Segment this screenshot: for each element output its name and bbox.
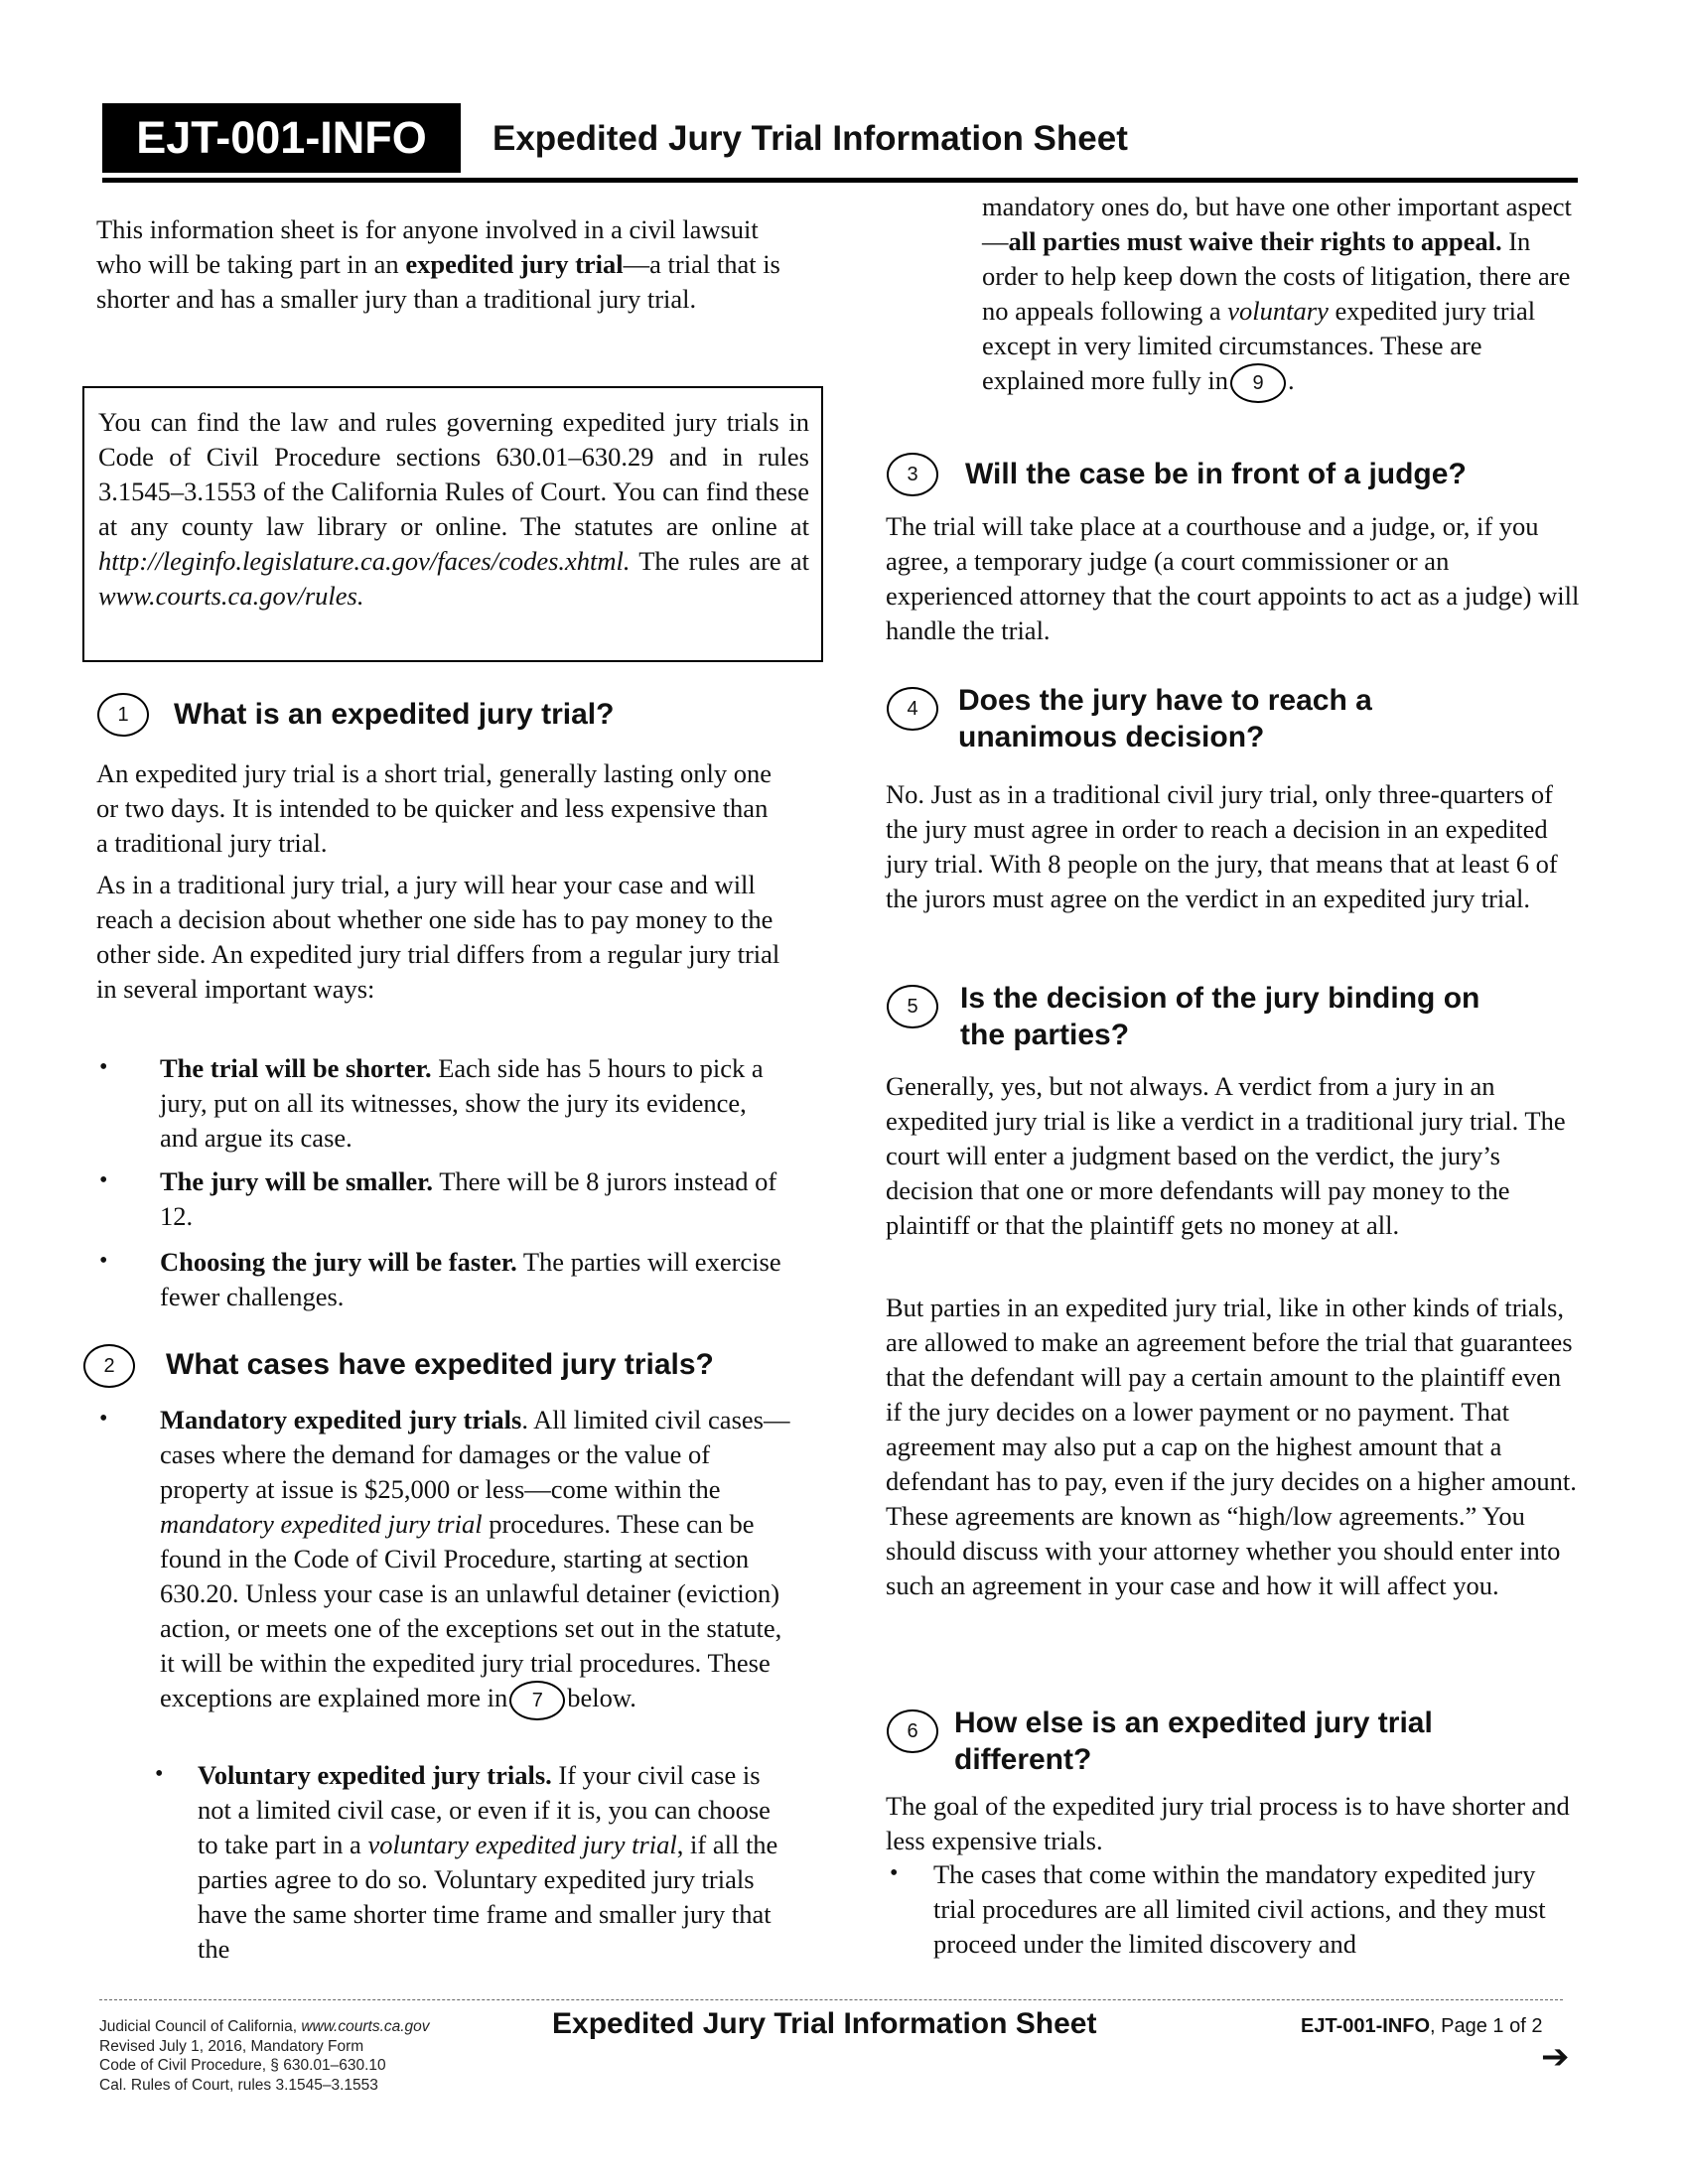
text-run: You can find the law and rules governing expedited jury trials in Code of Civil Procedure sections 630.01–630.29 and in rules 3.1545–3.1553 of the California Rules of Court. You can find these at any county law library or online. The statutes are online at (98, 407, 809, 541)
s2-bullet-mandatory (160, 1403, 795, 1720)
section-number-2: 2 (83, 1344, 135, 1388)
section-number-4: 4 (887, 687, 938, 731)
text-run: below. (567, 1683, 636, 1713)
s6-bullet-1 (933, 1857, 1579, 1962)
law-reference-box (82, 386, 823, 662)
text-run: —a trial that is shorter and has a smaller jury than a traditional jury trial. (96, 249, 780, 314)
text-run: If your civil case is not a limited civil case, or even if it is, you can choose to take part in a (198, 1760, 771, 1859)
s1-paragraph-1 (96, 756, 781, 861)
bullet: • (155, 1761, 164, 1787)
s1-paragraph-2 (96, 868, 781, 1007)
bullet: • (99, 1167, 108, 1193)
section-heading-1: What is an expedited jury trial? (174, 698, 615, 731)
text-run: But parties in an expedited jury trial, like in other kinds of trials, are allowed to make an agreement before the trial that guarantees that the defendant will pay a certain amount to the plaintiff even if the jury decides on a lower payment or no payment. That agreement may also put a cap on the highest amount that a defendant has to pay, even if the jury decides on a higher amount. These agreements are known as “high/low agreements.” You should discuss with your attorney whether you should enter into such an agreement in your case and how it will affect you. (886, 1293, 1577, 1600)
text-run: . All limited civil cases—cases where the demand for damages or the value of property at issue is $25,000 or less—come within the (160, 1405, 790, 1504)
text-run: , if all the parties agree to do so. Voluntary expedited jury trials have the same shorter time frame and smaller jury that the (198, 1830, 778, 1964)
section-reference-circle: 7 (509, 1681, 565, 1720)
italic-text: voluntary (1227, 296, 1329, 326)
text-run: Generally, yes, but not always. A verdict from a jury in an expedited jury trial is like a verdict in a traditional jury trial. The court will enter a judgment based on the verdict, the jury’s decision that one or more defendants will pay money to the plaintiff or that the plaintiff gets no money at all. (886, 1071, 1566, 1240)
italic-text: mandatory expedited jury trial (160, 1509, 483, 1539)
s1-bullet-2 (160, 1164, 785, 1234)
text-run: An expedited jury trial is a short trial, generally lasting only one or two days. It is intended to be quicker and less expensive than a traditional jury trial. (96, 758, 772, 858)
text-run: Each side has 5 hours to pick a jury, put on all its witnesses, show the jury its evidence, and argue its case. (160, 1053, 764, 1153)
s5-paragraph-2 (886, 1291, 1581, 1603)
text-run: . (1288, 365, 1295, 396)
text-run: The parties will exercise fewer challenges. (160, 1247, 781, 1311)
section-heading-3: Will the case be in front of a judge? (965, 458, 1467, 490)
page-title: Expedited Jury Trial Information Sheet (492, 119, 1128, 158)
text-run: mandatory ones do, but have one other important aspect— (982, 192, 1572, 256)
s5-paragraph-1 (886, 1069, 1581, 1243)
section-heading-6: How else is an expedited jury trial different? (954, 1706, 1433, 1776)
bullet: • (99, 1054, 108, 1080)
bullet: • (99, 1248, 108, 1274)
footer-rules: Cal. Rules of Court, rules 3.1545–3.1553 (99, 2076, 378, 2094)
bold-text: Choosing the jury will be faster. (160, 1247, 517, 1277)
s1-bullet-1 (160, 1051, 785, 1156)
text-run: There will be 8 jurors instead of 12. (160, 1166, 777, 1231)
footer-council: Judicial Council of California, (99, 2018, 302, 2035)
footer-code: Code of Civil Procedure, § 630.01–630.10 (99, 2057, 386, 2074)
form-code-badge: EJT-001-INFO (102, 103, 461, 173)
bold-text: all parties must waive their rights to appeal. (1008, 226, 1502, 256)
bold-text: The trial will be shorter. (160, 1053, 432, 1083)
italic-text: voluntary expedited jury trial (367, 1830, 677, 1859)
bold-text: expedited jury trial (405, 249, 624, 279)
footer-revised: Revised July 1, 2016, Mandatory Form (99, 2037, 364, 2055)
text-run: The goal of the expedited jury trial process is to have shorter and less expensive trials. (886, 1791, 1570, 1855)
section-heading-2: What cases have expedited jury trials? (166, 1348, 714, 1381)
footer-page-info (1301, 2015, 1542, 2038)
s2-subbullet-voluntary (198, 1758, 793, 1967)
bullet: • (99, 1406, 108, 1432)
footer-citation (99, 2017, 430, 2095)
text-run: The rules are at (630, 546, 809, 576)
section-number-6: 6 (887, 1709, 938, 1753)
s2-subbullet-continued (982, 190, 1583, 403)
footer-form-code: EJT-001-INFO (1301, 2015, 1431, 2037)
s1-bullet-3 (160, 1245, 785, 1314)
section-number-5: 5 (887, 985, 938, 1028)
text-run: The cases that come within the mandatory expedited jury trial procedures are all limited civil actions, and they must proceed under the limited discovery and (933, 1859, 1546, 1959)
bold-text: The jury will be smaller. (160, 1166, 434, 1196)
text-run: As in a traditional jury trial, a jury will hear your case and will reach a decision about whether one side has to pay money to the other side. An expedited jury trial differs from a regular jury trial in several important ways: (96, 870, 780, 1004)
section-number-3: 3 (887, 453, 938, 496)
footer-divider (99, 1999, 1563, 2001)
text-run: This information sheet is for anyone involved in a civil lawsuit who will be taking part in an (96, 214, 759, 279)
law-reference-text (98, 405, 809, 614)
footer-page-label: , Page 1 of 2 (1430, 2015, 1543, 2037)
section-heading-4: Does the jury have to reach a unanimous decision? (958, 684, 1372, 753)
text-run: In order to help keep down the costs of litigation, there are no appeals following a (982, 226, 1571, 326)
bold-text: Voluntary expedited jury trials. (198, 1760, 552, 1790)
section-heading-5: Is the decision of the jury binding on the parties? (960, 982, 1480, 1051)
s6-paragraph-1 (886, 1789, 1571, 1858)
bold-text: Mandatory expedited jury trials (160, 1405, 522, 1434)
s4-paragraph-1 (886, 777, 1571, 916)
italic-text: http://leginfo.legislature.ca.gov/faces/codes.xhtml. (98, 546, 631, 576)
bullet: • (890, 1860, 899, 1886)
footer-title: Expedited Jury Trial Information Sheet (552, 2007, 1097, 2040)
next-page-arrow-icon[interactable]: ➔ (1541, 2037, 1570, 2077)
intro-paragraph (96, 212, 791, 317)
text-run: No. Just as in a traditional civil jury trial, only three-quarters of the jury must agree in order to reach a decision in an expedited jury trial. With 8 people on the jury, that means that at least 6 of the jurors must agree on the verdict in an expedited jury trial. (886, 779, 1558, 913)
text-run: The trial will take place at a courthouse and a judge, or, if you agree, a temporary judge (a court commissioner or an experienced attorney that the court appoints to act as a judge) will handle the trial. (886, 511, 1580, 645)
italic-text: www.courts.ca.gov/rules. (98, 581, 364, 611)
section-number-1: 1 (97, 693, 149, 737)
text-run: expedited jury trial except in very limited circumstances. These are explained more fully in (982, 296, 1536, 396)
text-run: procedures. These can be found in the Code of Civil Procedure, starting at section 630.20. Unless your case is an unlawful detainer (eviction) action, or meets one of the exceptions set out in the statute, it will be within the expedited jury trial procedures. These exceptions are explained more in (160, 1509, 782, 1713)
s3-paragraph-1 (886, 509, 1581, 648)
footer-website: www.courts.ca.gov (301, 2018, 430, 2035)
header-rule (102, 178, 1578, 183)
section-reference-circle: 9 (1230, 363, 1286, 403)
